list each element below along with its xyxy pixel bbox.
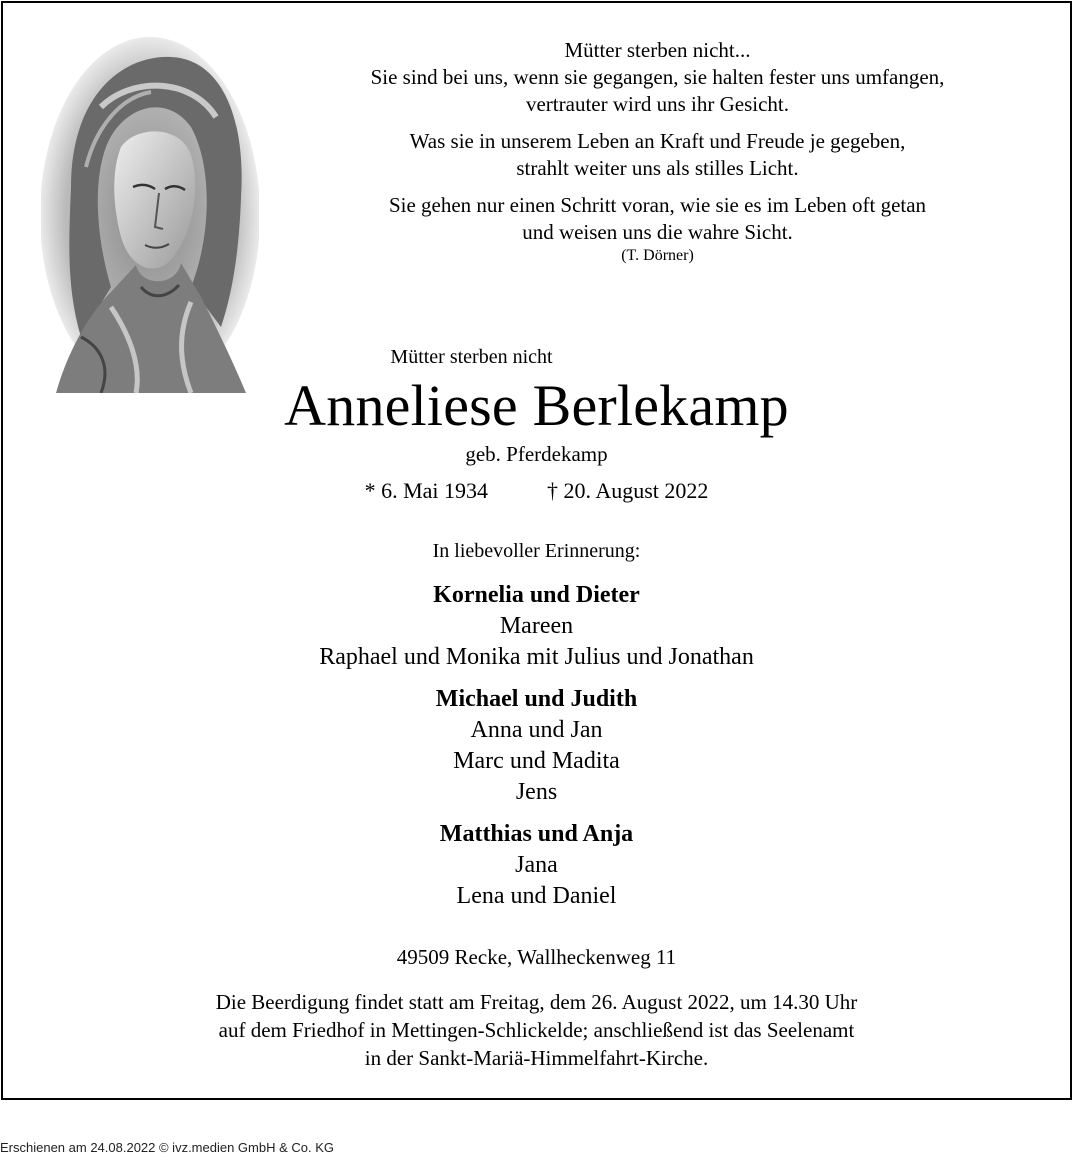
poem-line: strahlt weiter uns als stilles Licht. (516, 156, 799, 180)
family-group (3, 684, 1070, 808)
family-head: Michael und Judith (435, 686, 638, 712)
funeral-line: auf dem Friedhof in Mettingen-Schlickelde; anschließend ist das Seelenamt (218, 1018, 855, 1042)
deceased-name: Anneliese Berlekamp (284, 373, 789, 438)
poem-line: Was sie in unserem Leben an Kraft und Freude je gegeben, (409, 129, 906, 153)
address: 49509 Recke, Wallheckenweg 11 (396, 945, 677, 969)
intro-line: Mütter sterben nicht (390, 346, 553, 368)
funeral-line: in der Sankt-Mariä-Himmelfahrt-Kirche. (364, 1046, 709, 1070)
poem-line: Sie sind bei uns, wenn sie gegangen, sie halten fester uns umfangen, (370, 65, 945, 89)
poem-block (303, 37, 1012, 266)
family-group (3, 580, 1070, 673)
family-member: Marc und Madita (453, 748, 620, 774)
family-group (3, 819, 1070, 912)
family-head: Matthias und Anja (439, 821, 634, 847)
family-head: Kornelia und Dieter (433, 582, 640, 608)
poem-line: Mütter sterben nicht... (564, 38, 751, 62)
family-member: Mareen (499, 613, 574, 639)
poem-line: und weisen uns die wahre Sicht. (522, 220, 793, 244)
family-member: Anna und Jan (470, 717, 603, 743)
poem-line: Sie gehen nur einen Schritt voran, wie sie es im Leben oft getan (388, 193, 927, 217)
obituary-notice (1, 1, 1072, 1100)
poem-author: (T. Dörner) (621, 247, 694, 264)
life-dates (3, 477, 1070, 505)
death-date: † 20. August 2022 (547, 478, 709, 503)
funeral-info (3, 988, 1070, 1072)
publication-footer: Erschienen am 24.08.2022 © ivz.medien GmbH & Co. KG (0, 1140, 335, 1155)
family-member: Lena und Daniel (456, 883, 617, 909)
birth-name: geb. Pferdekamp (465, 442, 608, 466)
funeral-line: Die Beerdigung findet statt am Freitag, dem 26. August 2022, um 14.30 Uhr (215, 990, 858, 1014)
poem-line: vertrauter wird uns ihr Gesicht. (525, 92, 789, 116)
born-date: * 6. Mai 1934 (364, 478, 489, 503)
madonna-pieta-icon (41, 37, 259, 393)
family-member: Jens (515, 779, 558, 805)
family-member: Raphael und Monika mit Julius und Jonathan (319, 644, 754, 670)
family-member: Jana (515, 852, 558, 878)
remembrance-line: In liebevoller Erinnerung: (432, 540, 641, 562)
